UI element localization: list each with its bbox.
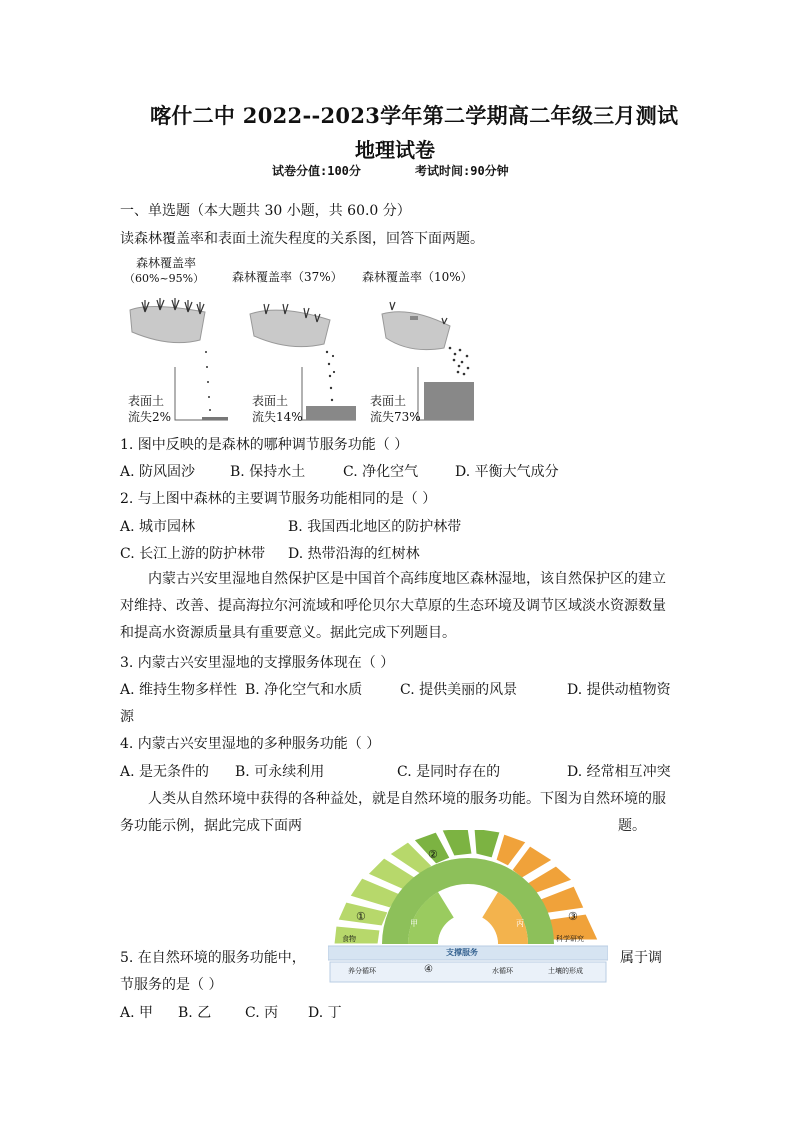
panel-2-loss-line1: 表面土 [252,394,289,408]
support-box-3: 水循环 [492,967,513,975]
q5-option-c: C. 丙 [245,1005,279,1021]
q3-option-c: C. 提供美丽的风景 [400,682,518,698]
q2-option-c: C. 长江上游的防护林带 [120,546,266,562]
q5-stem-a: 5. 在自然环境的服务功能中， [120,950,306,966]
support-box-1: 养分循环 [348,967,376,975]
q2-option-a: A. 城市园林 [120,519,196,535]
panel-3-loss-line2: 流失73% [370,410,421,424]
marker-3: ③ [568,910,578,923]
q2-stem: 2. 与上图中森林的主要调节服务功能相同的是（ ） [120,491,437,507]
q4-option-a: A. 是无条件的 [120,764,210,780]
exam-subtitle: 地理试卷 [355,138,435,162]
q4-option-d: D. 经常相互冲突 [567,764,671,780]
petal-right-research: 科学研究 [556,935,584,943]
marker-2: ② [428,848,438,861]
passage-services-line2b: 题。 [618,818,646,834]
center-label-jia: 甲 [410,919,418,928]
petal-left-food: 食物 [342,935,356,943]
center-label-bing: 丙 [516,919,524,928]
marker-1: ① [356,910,366,923]
q3-option-a: A. 维持生物多样性 [120,682,238,698]
q3-option-d: D. 提供动植物资 [567,682,671,698]
support-service-label: 支撑服务 [446,947,478,957]
panel-1-cover-range: （60%~95%） [124,272,205,285]
q5-option-d: D. 丁 [308,1005,342,1021]
panel-3-loss-line1: 表面土 [370,394,407,408]
q5-stem-c: 节服务的是（ ） [120,977,223,993]
ecosystem-services-figure [328,830,608,988]
q4-option-c: C. 是同时存在的 [397,764,501,780]
passage-services-line1: 人类从自然环境中获得的各种益处，就是自然环境的服务功能。下图为自然环境的服 [148,791,666,807]
q5-option-a: A. 甲 [120,1005,154,1021]
q1-stem: 1. 图中反映的是森林的哪种调节服务功能（ ） [120,437,409,453]
section-heading: 一、单选题（本大题共 30 小题，共 60.0 分） [120,203,411,219]
panel-2-cover-label: 森林覆盖率（37%） [232,270,343,284]
support-box-4: 土壤的形成 [548,967,583,975]
q5-option-b: B. 乙 [178,1005,212,1021]
q1-option-a: A. 防风固沙 [120,464,196,480]
panel-1-cover-label: 森林覆盖率 [136,256,197,270]
q4-stem: 4. 内蒙古兴安里湿地的多种服务功能（ ） [120,736,381,752]
center-label-yi: 乙 [464,891,472,900]
services-fan-diagram [328,830,608,988]
q1-option-b: B. 保持水土 [230,464,306,480]
q3-stem: 3. 内蒙古兴安里湿地的支撑服务体现在（ ） [120,655,395,671]
score-info: 试卷分值:100分 [272,164,361,178]
q1-option-d: D. 平衡大气成分 [455,464,559,480]
time-info: 考试时间:90分钟 [415,164,509,178]
support-box-2: ④ [424,964,433,975]
q5-stem-b: 属于调 [620,950,662,966]
q2-option-b: B. 我国西北地区的防护林带 [288,519,462,535]
passage-services-line2a: 务功能示例，据此完成下面两 [120,818,302,834]
passage-wetland: 内蒙古兴安里湿地自然保护区是中国首个高纬度地区森林湿地，该自然保护区的建立对维持、改善、提高海拉尔河流域和呼伦贝尔大草原的生态环境及调节区域淡水资源数量和提高水资源质量具有重要意义。据此完成下列题目。 [120,571,666,641]
exam-title: 喀什二中 2022--2023学年第二学期高二年级三月测试 [150,103,679,128]
q4-option-b: B. 可永续利用 [235,764,325,780]
q1-option-c: C. 净化空气 [343,464,419,480]
q2-option-d: D. 热带沿海的红树林 [288,546,420,562]
panel-2-loss-line2: 流失14% [252,410,303,424]
q3-option-b: B. 净化空气和水质 [245,682,363,698]
q3-option-d-continued: 源 [120,709,134,725]
panel-3-cover-label: 森林覆盖率（10%） [362,270,473,284]
intro-text: 读森林覆盖率和表面土流失程度的关系图，回答下面两题。 [120,231,484,247]
panel-1-loss-line1: 表面土 [128,394,165,408]
panel-1-loss-line2: 流失2% [128,410,172,424]
forest-erosion-figure [110,252,490,428]
